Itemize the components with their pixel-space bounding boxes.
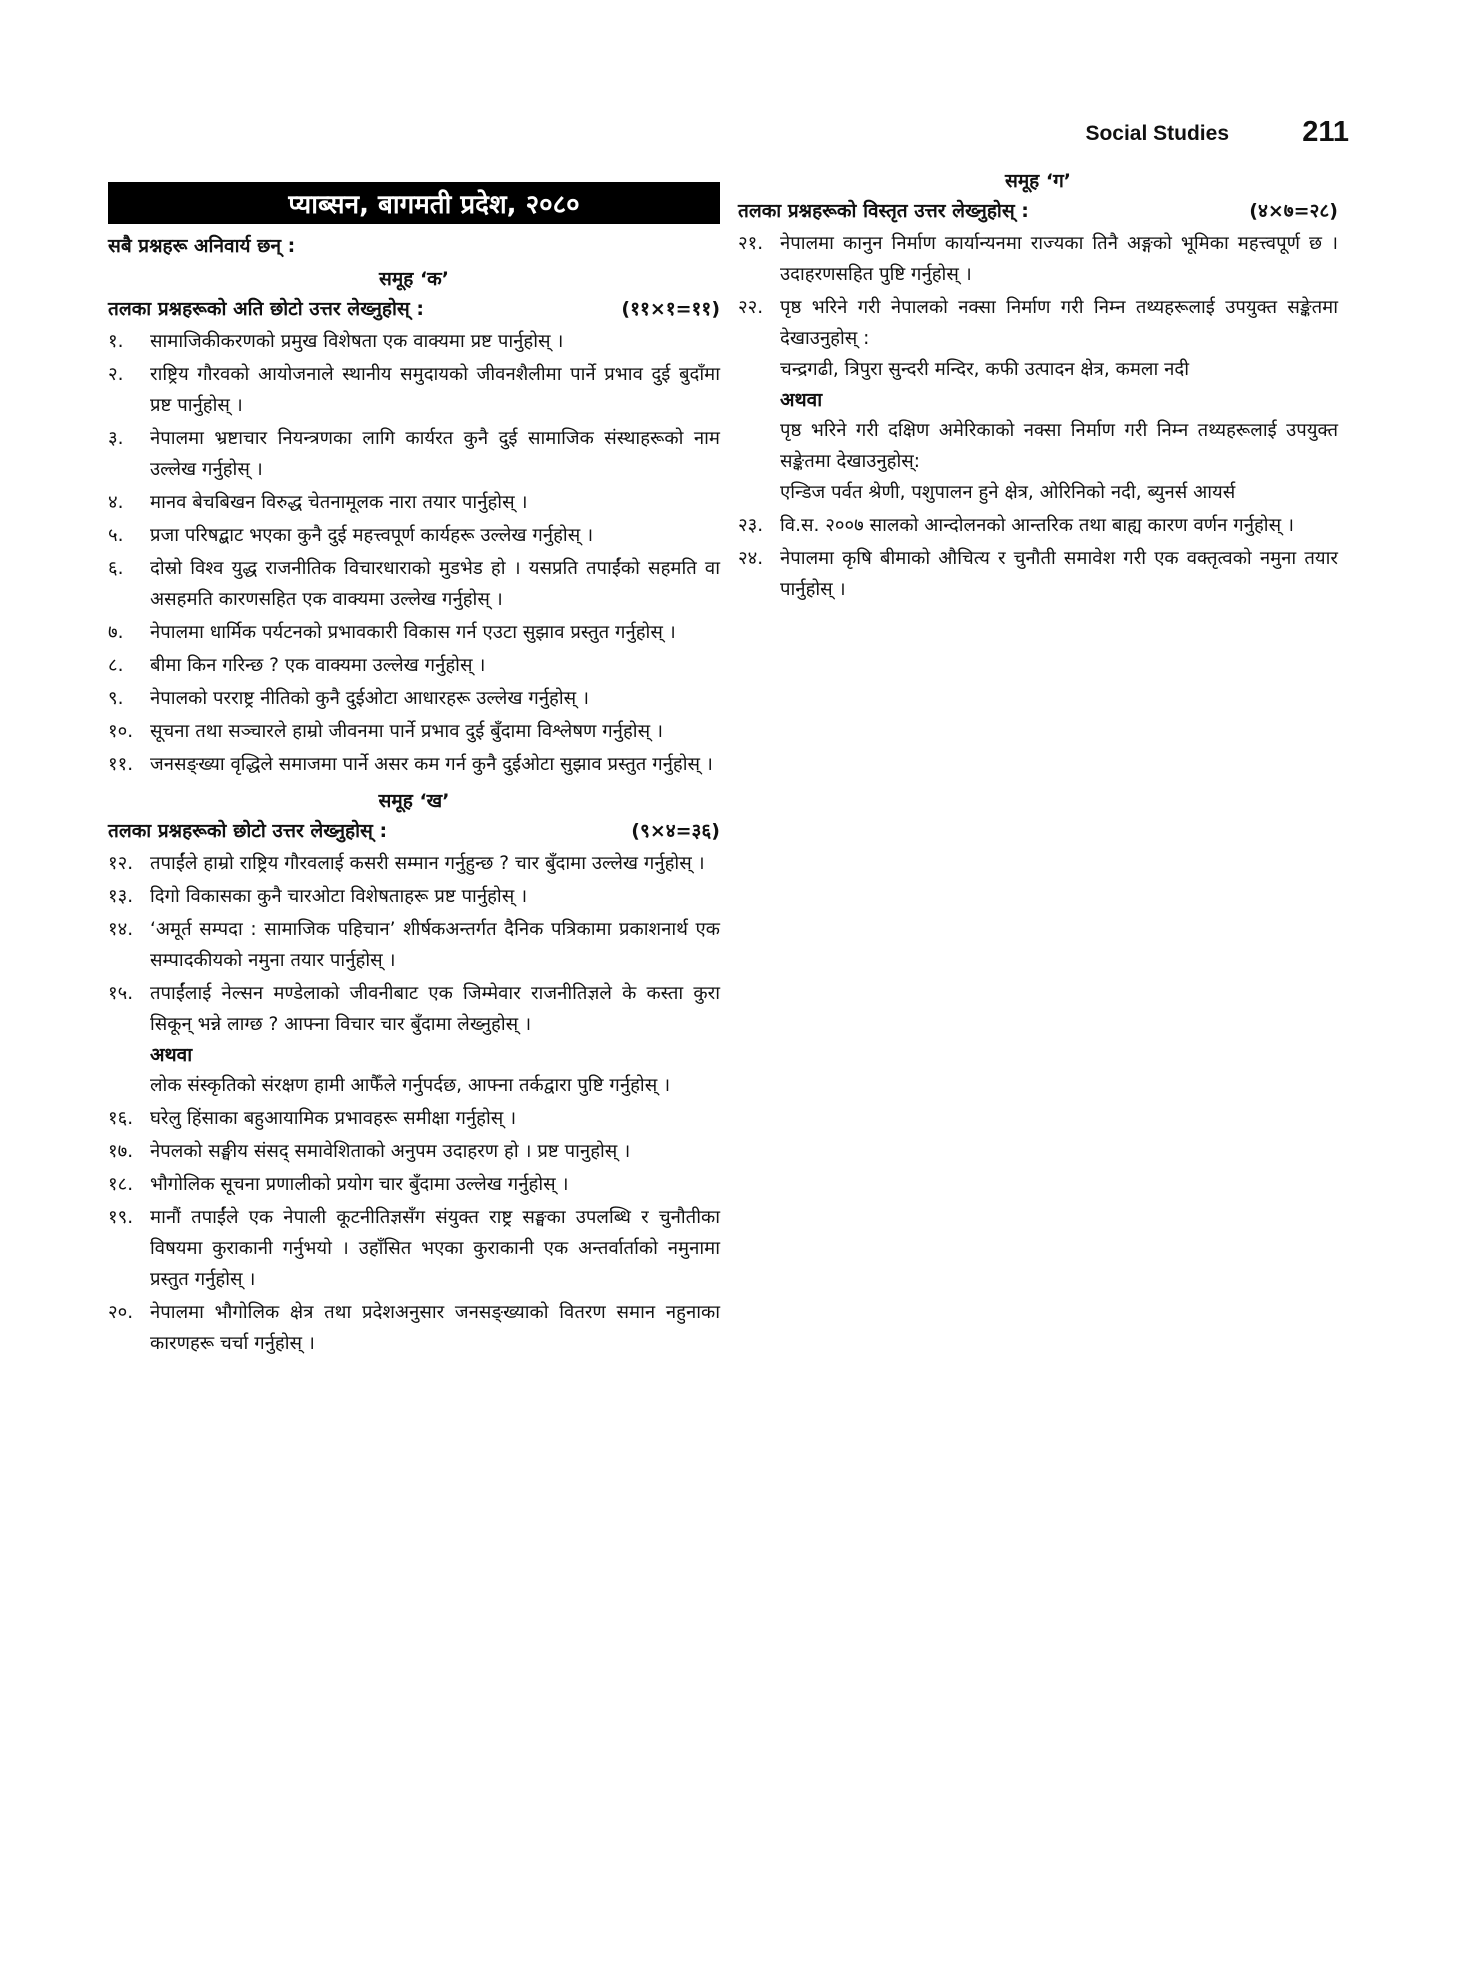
question-number: २२. [738,297,764,318]
or-label: अथवा [780,389,823,411]
question-text: मानव बेचबिखन विरुद्ध चेतनामूलक नारा तयार पार्नुहोस् । [150,492,528,513]
question-text: नेपालमा कानुन निर्माण कार्यान्यनमा राज्यका तिनै अङ्गको भूमिका महत्त्वपूर्ण छ । उदाहरणसहित पुष्टि गर्नुहोस् । [780,233,1338,285]
group-kha-questions [108,848,720,1040]
question-item [738,543,1338,605]
question-text: नेपालमा कृषि बीमाको औचित्य र चुनौती समावेश गरी एक वक्तृत्वको नमुना तयार पार्नुहोस् । [780,548,1338,600]
exam-title-bar [108,182,720,224]
question-number: १७. [108,1141,134,1162]
question-text: जनसङ्ख्या वृद्धिले समाजमा पार्ने असर कम गर्न कुनै दुईओटा सुझाव प्रस्तुत गर्नुहोस् । [150,754,713,775]
general-instruction: सबै प्रश्नहरू अनिवार्य छन् : [108,235,296,257]
question-number: ६. [108,558,124,579]
question-text: बीमा किन गरिन्छ ? एक वाक्यमा उल्लेख गर्नुहोस् । [150,655,486,676]
question-item [108,749,720,780]
question-text: घरेलु हिंसाका बहुआयामिक प्रभावहरू समीक्षा गर्नुहोस् । [150,1108,517,1129]
map-items: चन्द्रगढी, त्रिपुरा सुन्दरी मन्दिर, कफी उत्पादन क्षेत्र, कमला नदी [780,359,1190,380]
question-text: नेपालमा भ्रष्टाचार नियन्त्रणका लागि कार्यरत कुनै दुई सामाजिक संस्थाहरूको नाम उल्लेख गर्नुहोस् । [150,428,720,480]
question-text: प्रजा परिषद्बाट भएका कुनै दुई महत्त्वपूर्ण कार्यहरू उल्लेख गर्नुहोस् । [150,525,594,546]
question-number: ९. [108,688,124,709]
question-item [108,423,720,485]
question-number: १२. [108,853,134,874]
question-number: २१. [738,233,764,254]
page-number: 211 [1302,116,1349,148]
question-text: राष्ट्रिय गौरवको आयोजनाले स्थानीय समुदायको जीवनशैलीमा पार्ने प्रभाव दुई बुदाँमा प्रष्ट पार्नुहोस् । [150,364,720,416]
question-number: १४. [108,919,134,940]
group-kha-heading [108,816,720,846]
question-item [108,716,720,747]
question-number: ४. [108,492,124,513]
group-kha-title: समूह ‘ख’ [378,790,450,812]
question-number: १. [108,331,124,352]
subject-title: Social Studies [1085,122,1229,145]
question-item [108,650,720,681]
map-items: एन्डिज पर्वत श्रेणी, पशुपालन हुने क्षेत्र, ओरिनिको नदी, ब्युनर्स आयर्स [780,482,1236,503]
question-item [108,617,720,648]
question-item [108,978,720,1040]
question-item [738,510,1338,541]
section-instruction: तलका प्रश्नहरूको विस्तृत उत्तर लेख्नुहोस् : [738,200,1029,222]
question-item [738,292,1338,354]
question-number: १६. [108,1108,134,1129]
exam-title: प्याब्सन, बागमती प्रदेश, २०८० [288,190,580,220]
question-text: दिगो विकासका कुनै चारओटा विशेषताहरू प्रष्ट पार्नुहोस् । [150,886,528,907]
question-text: दोस्रो विश्व युद्ध राजनीतिक विचारधाराको मुडभेड हो । यसप्रति तपाईंको सहमति वा असहमति कारणसहित एक वाक्यमा उल्लेख गर्नुहोस् । [150,558,720,610]
question-number: ७. [108,622,124,643]
question-number: ११. [108,754,134,775]
alternative-question: लोक संस्कृतिको संरक्षण हामी आफैँले गर्नुपर्दछ, आफ्ना तर्कद्वारा पुष्टि गर्नुहोस् । [150,1075,671,1096]
question-text: भौगोलिक सूचना प्रणालीको प्रयोग चार बुँदामा उल्लेख गर्नुहोस् । [150,1174,569,1195]
section-marks: (९×४=३६) [631,820,720,842]
question-number: ३. [108,428,124,449]
section-marks: (४×७=२८) [1249,200,1338,222]
question-text: तपाईंलाई नेल्सन मण्डेलाको जीवनीबाट एक जिम्मेवार राजनीतिज्ञले के कस्ता कुरा सिकून् भन्ने लाग्छ ? आफ्ना विचार चार बुँदामा लेख्नुहोस् । [150,983,720,1035]
question-item [108,881,720,912]
right-column [738,162,1338,605]
question-item [108,1136,720,1167]
question-item [108,1202,720,1295]
question-item [108,1103,720,1134]
question-number: १९. [108,1207,134,1228]
question-item [108,326,720,357]
question-item [108,848,720,879]
question-item [108,1297,720,1359]
question-number: २. [108,364,124,385]
section-instruction: तलका प्रश्नहरूको अति छोटो उत्तर लेख्नुहोस् : [108,298,424,320]
question-text: नेपालको परराष्ट्र नीतिको कुनै दुईओटा आधारहरू उल्लेख गर्नुहोस् । [150,688,590,709]
running-header [849,118,1349,158]
question-item [108,520,720,551]
alternative-question: पृष्ठ भरिने गरी दक्षिण अमेरिकाको नक्सा निर्माण गरी निम्न तथ्यहरूलाई उपयुक्त सङ्केतमा देखाउनुहोस्: [780,420,1338,472]
question-number: २४. [738,548,764,569]
question-text: सूचना तथा सञ्चारले हाम्रो जीवनमा पार्ने प्रभाव दुई बुँदामा विश्लेषण गर्नुहोस् । [150,721,663,742]
or-label: अथवा [150,1044,193,1066]
question-text: मानौं तपाईंले एक नेपाली कूटनीतिज्ञसँग संयुक्त राष्ट्र सङ्घका उपलब्धि र चुनौतीका विषयमा कुराकानी गर्नुभयो । उहाँसित भएका कुराकानी एक अन्तर्वार्ताको नमुनामा प्रस्तुत गर्नुहोस् । [150,1207,720,1290]
question-item [108,1169,720,1200]
section-marks: (११×१=११) [621,298,720,320]
question-text: पृष्ठ भरिने गरी नेपालको नक्सा निर्माण गरी निम्न तथ्यहरूलाई उपयुक्त सङ्केतमा देखाउनुहोस् : [780,297,1338,349]
question-number: ८. [108,655,124,676]
question-number: ५. [108,525,124,546]
group-ga-title: समूह ‘ग’ [1004,170,1072,192]
question-number: १३. [108,886,134,907]
group-kha-questions-continued [108,1103,720,1359]
question-text: वि.स. २००७ सालको आन्दोलनको आन्तरिक तथा बाह्य कारण वर्णन गर्नुहोस् । [780,515,1294,536]
question-item [108,683,720,714]
question-number: १८. [108,1174,134,1195]
question-number: १०. [108,721,134,742]
question-item [108,553,720,615]
question-text: ‘अमूर्त सम्पदा : सामाजिक पहिचान’ शीर्षकअन्तर्गत दैनिक पत्रिकामा प्रकाशनार्थ एक सम्पादकीयको नमुना तयार पार्नुहोस् । [150,919,720,971]
question-text: नेपालमा भौगोलिक क्षेत्र तथा प्रदेशअनुसार जनसङ्ख्याको वितरण समान नहुनाका कारणहरू चर्चा गर्नुहोस् । [150,1302,720,1354]
question-text: नेपलको सङ्घीय संसद् समावेशिताको अनुपम उदाहरण हो । प्रष्ट पानुहोस् । [150,1141,631,1162]
left-column [108,182,720,1359]
question-item [738,228,1338,290]
question-number: १५. [108,983,134,1004]
question-item [108,914,720,976]
question-text: नेपालमा धार्मिक पर्यटनको प्रभावकारी विकास गर्न एउटा सुझाव प्रस्तुत गर्नुहोस् । [150,622,676,643]
group-ka-questions [108,326,720,780]
group-ka-title: समूह ‘क’ [379,268,449,290]
group-ka-heading [108,294,720,324]
section-instruction: तलका प्रश्नहरूको छोटो उत्तर लेख्नुहोस् : [108,820,388,842]
question-text: तपाईंले हाम्रो राष्ट्रिय गौरवलाई कसरी सम्मान गर्नुहुन्छ ? चार बुँदामा उल्लेख गर्नुहोस् । [150,853,705,874]
question-item [108,487,720,518]
question-text: सामाजिकीकरणको प्रमुख विशेषता एक वाक्यमा प्रष्ट पार्नुहोस् । [150,331,564,352]
question-number: २३. [738,515,764,536]
group-ga-heading [738,196,1338,226]
question-item [108,359,720,421]
question-number: २०. [108,1302,134,1323]
